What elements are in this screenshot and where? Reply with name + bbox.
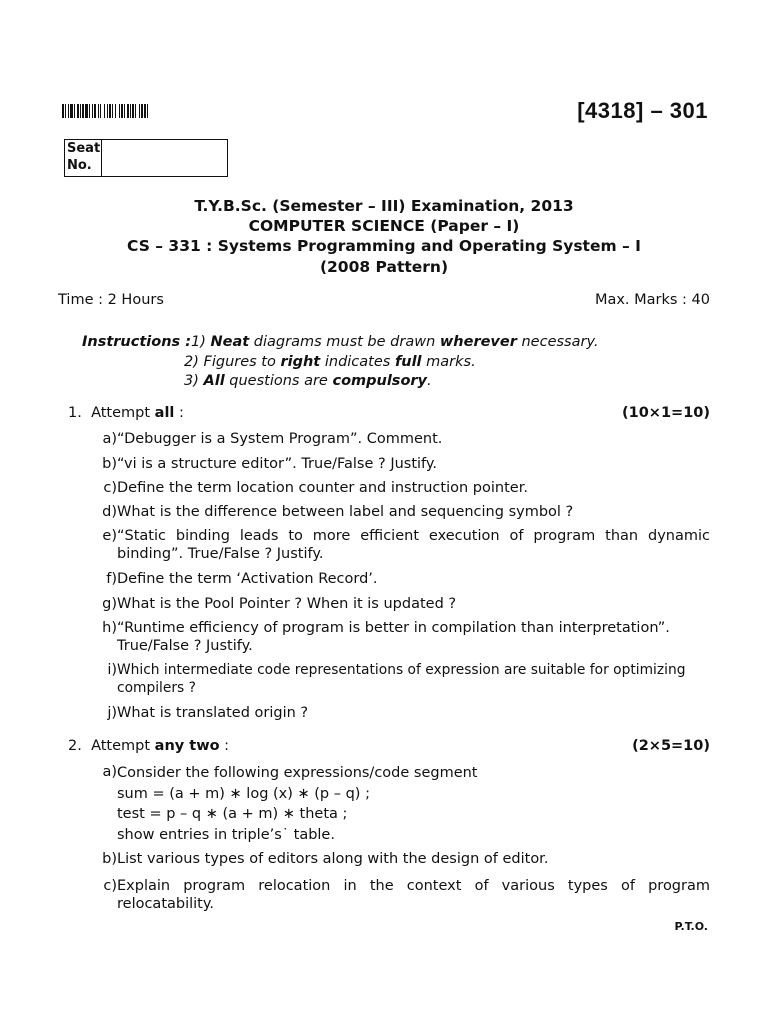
seat-number-box bbox=[64, 139, 228, 177]
subject-title: COMPUTER SCIENCE (Paper – I) bbox=[248, 217, 520, 235]
seat-number-field[interactable] bbox=[102, 140, 227, 176]
paper-code: [4318] – 301 bbox=[577, 98, 708, 123]
barcode bbox=[62, 104, 190, 118]
question-1-marks: (10×1=10) bbox=[622, 405, 710, 421]
list-item: f) Define the term ‘Activation Record’. bbox=[106, 571, 378, 587]
list-item: b) “vi is a structure editor”. True/False ? Justify. bbox=[102, 456, 438, 472]
list-item: a) Consider the following expressions/code segment sum = (a + m) ∗ log (x) ∗ (p – q) ; test = p – q ∗ (a + m) ∗ theta ; show entries in triple’s˙ table. bbox=[102, 764, 478, 843]
page-turn-over: P.T.O. bbox=[674, 920, 708, 933]
list-item: a) “Debugger is a System Program”. Comment. bbox=[102, 431, 443, 447]
list-item: e) “Static binding leads to more efficient execution of program than dynamic binding”. True/False ? Justify. bbox=[102, 528, 710, 562]
list-item: b) List various types of editors along with the design of editor. bbox=[102, 851, 549, 867]
pattern-title: (2008 Pattern) bbox=[319, 258, 449, 276]
instructions: Instructions :1) Neat diagrams must be drawn wherever necessary. 2) Figures to right indicates full marks. 3) All questions are compulsory. bbox=[82, 334, 599, 389]
max-marks-label: Max. Marks : 40 bbox=[594, 292, 710, 308]
list-item: d) What is the difference between label and sequencing symbol ? bbox=[102, 504, 574, 520]
list-item: c) Define the term location counter and instruction pointer. bbox=[103, 480, 528, 496]
list-item: i) Which intermediate code representations of expression are suitable for optimizing compilers ? bbox=[107, 662, 686, 696]
list-item: g) What is the Pool Pointer ? When it is updated ? bbox=[102, 596, 457, 612]
exam-title: T.Y.B.Sc. (Semester – III) Examination, 2013 bbox=[194, 197, 574, 215]
question-1-heading: 1. Attempt all : bbox=[68, 405, 184, 421]
seat-label: Seat No. bbox=[65, 140, 102, 176]
list-item: j) What is translated origin ? bbox=[107, 705, 309, 721]
question-2-marks: (2×5=10) bbox=[632, 738, 710, 754]
list-item: h) “Runtime efficiency of program is better in compilation than interpretation”. True/False ? Justify. bbox=[102, 620, 670, 654]
time-label: Time : 2 Hours bbox=[58, 292, 164, 308]
course-title: CS – 331 : Systems Programming and Operating System – I bbox=[127, 237, 641, 255]
list-item: c) Explain program relocation in the context of various types of program relocatability. bbox=[103, 878, 710, 912]
question-2-heading: 2. Attempt any two : bbox=[68, 738, 230, 754]
